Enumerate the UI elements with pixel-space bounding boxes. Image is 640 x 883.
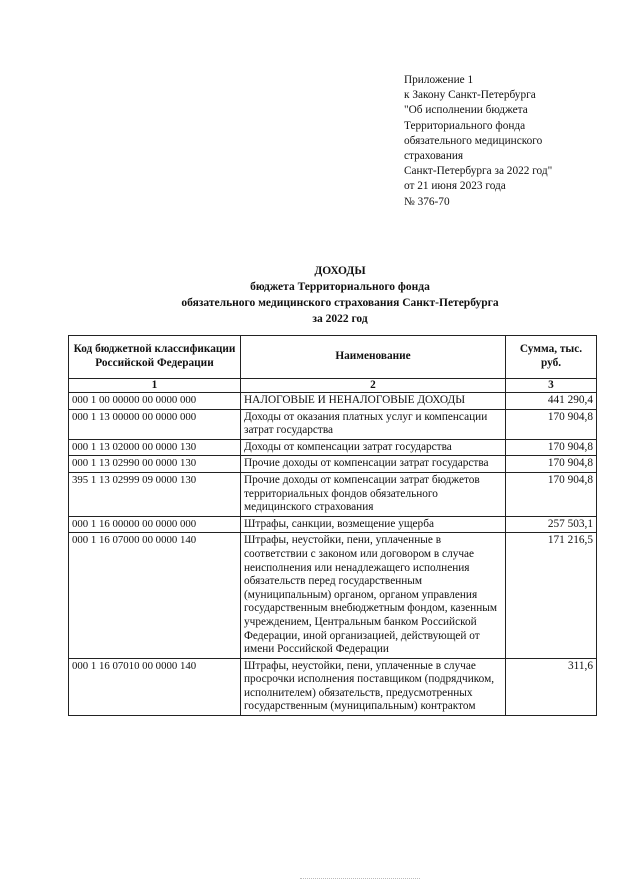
column-number-row [69,379,597,393]
table-row [69,409,597,439]
table-row [69,658,597,715]
row-name: Штрафы, неустойки, пени, уплаченные в случае просрочки исполнения поставщиком (подрядчиком, исполнителем) обязательств, предусмотренных государственным (муниципальным) контрактом [241,658,506,715]
annex-line: Санкт-Петербурга за 2022 год" [404,165,553,178]
row-name: Прочие доходы от компенсации затрат государства [241,456,506,473]
annex-line: Приложение 1 [404,74,474,86]
row-amount: 171 216,5 [506,533,597,658]
row-code: 000 1 13 02990 00 0000 130 [69,456,241,473]
scan-artifact [300,872,420,879]
row-amount: 170 904,8 [506,472,597,516]
annex-line: к Закону Санкт-Петербурга [404,89,536,102]
row-code: 000 1 16 00000 00 0000 000 [69,516,241,533]
column-number: 3 [506,379,597,393]
row-code: 000 1 16 07000 00 0000 140 [69,533,241,658]
annex-block [404,73,624,210]
annex-line: Территориального фонда [404,119,526,132]
row-amount: 170 904,8 [506,439,597,456]
row-name: Доходы от оказания платных услуг и компенсации затрат государства [241,409,506,439]
header-code: Код бюджетной классификации Российской Федерации [69,336,241,379]
row-code: 000 1 00 00000 00 0000 000 [69,393,241,410]
row-amount: 257 503,1 [506,516,597,533]
row-name: Штрафы, санкции, возмещение ущерба [241,516,506,533]
row-amount: 441 290,4 [506,393,597,410]
table-row [69,516,597,533]
title-line-4: за 2022 год [312,313,368,325]
table-row [69,439,597,456]
annex-line: от 21 июня 2023 года [404,180,506,193]
row-name: Прочие доходы от компенсации затрат бюджетов территориальных фондов обязательного медицинского страхования [241,472,506,516]
row-amount: 170 904,8 [506,456,597,473]
title-line-2: бюджета Территориального фонда [250,281,430,293]
income-table [68,335,597,716]
row-code: 000 1 16 07010 00 0000 140 [69,658,241,715]
document-title [0,263,640,327]
row-name: НАЛОГОВЫЕ И НЕНАЛОГОВЫЕ ДОХОДЫ [241,393,506,410]
table-row [69,393,597,410]
row-code: 000 1 13 00000 00 0000 000 [69,409,241,439]
row-amount: 311,6 [506,658,597,715]
table-row [69,456,597,473]
annex-line: № 376-70 [404,195,450,208]
header-row [69,336,597,379]
title-line-1: ДОХОДЫ [314,265,366,277]
annex-line: страхования [404,150,464,163]
annex-line: обязательного медицинского [404,134,543,147]
header-name: Наименование [241,336,506,379]
row-code: 395 1 13 02999 09 0000 130 [69,472,241,516]
column-number: 1 [69,379,241,393]
row-name: Штрафы, неустойки, пени, уплаченные в соответствии с законом или договором в случае неисполнения или ненадлежащего исполнения обязательств перед государственным (муниципальным) органом, органом управления государственным внебюджетным фондом, казенным учреждением, Центральным банком Российской Федерации, иной организацией, действующей от имени Российской Федерации [241,533,506,658]
table-row [69,472,597,516]
row-amount: 170 904,8 [506,409,597,439]
annex-line: "Об исполнении бюджета [404,104,528,117]
column-number: 2 [241,379,506,393]
row-code: 000 1 13 02000 00 0000 130 [69,439,241,456]
title-line-3: обязательного медицинского страхования Санкт-Петербурга [181,297,499,309]
header-amount: Сумма, тыс. руб. [506,336,597,379]
row-name: Доходы от компенсации затрат государства [241,439,506,456]
table-row [69,533,597,658]
